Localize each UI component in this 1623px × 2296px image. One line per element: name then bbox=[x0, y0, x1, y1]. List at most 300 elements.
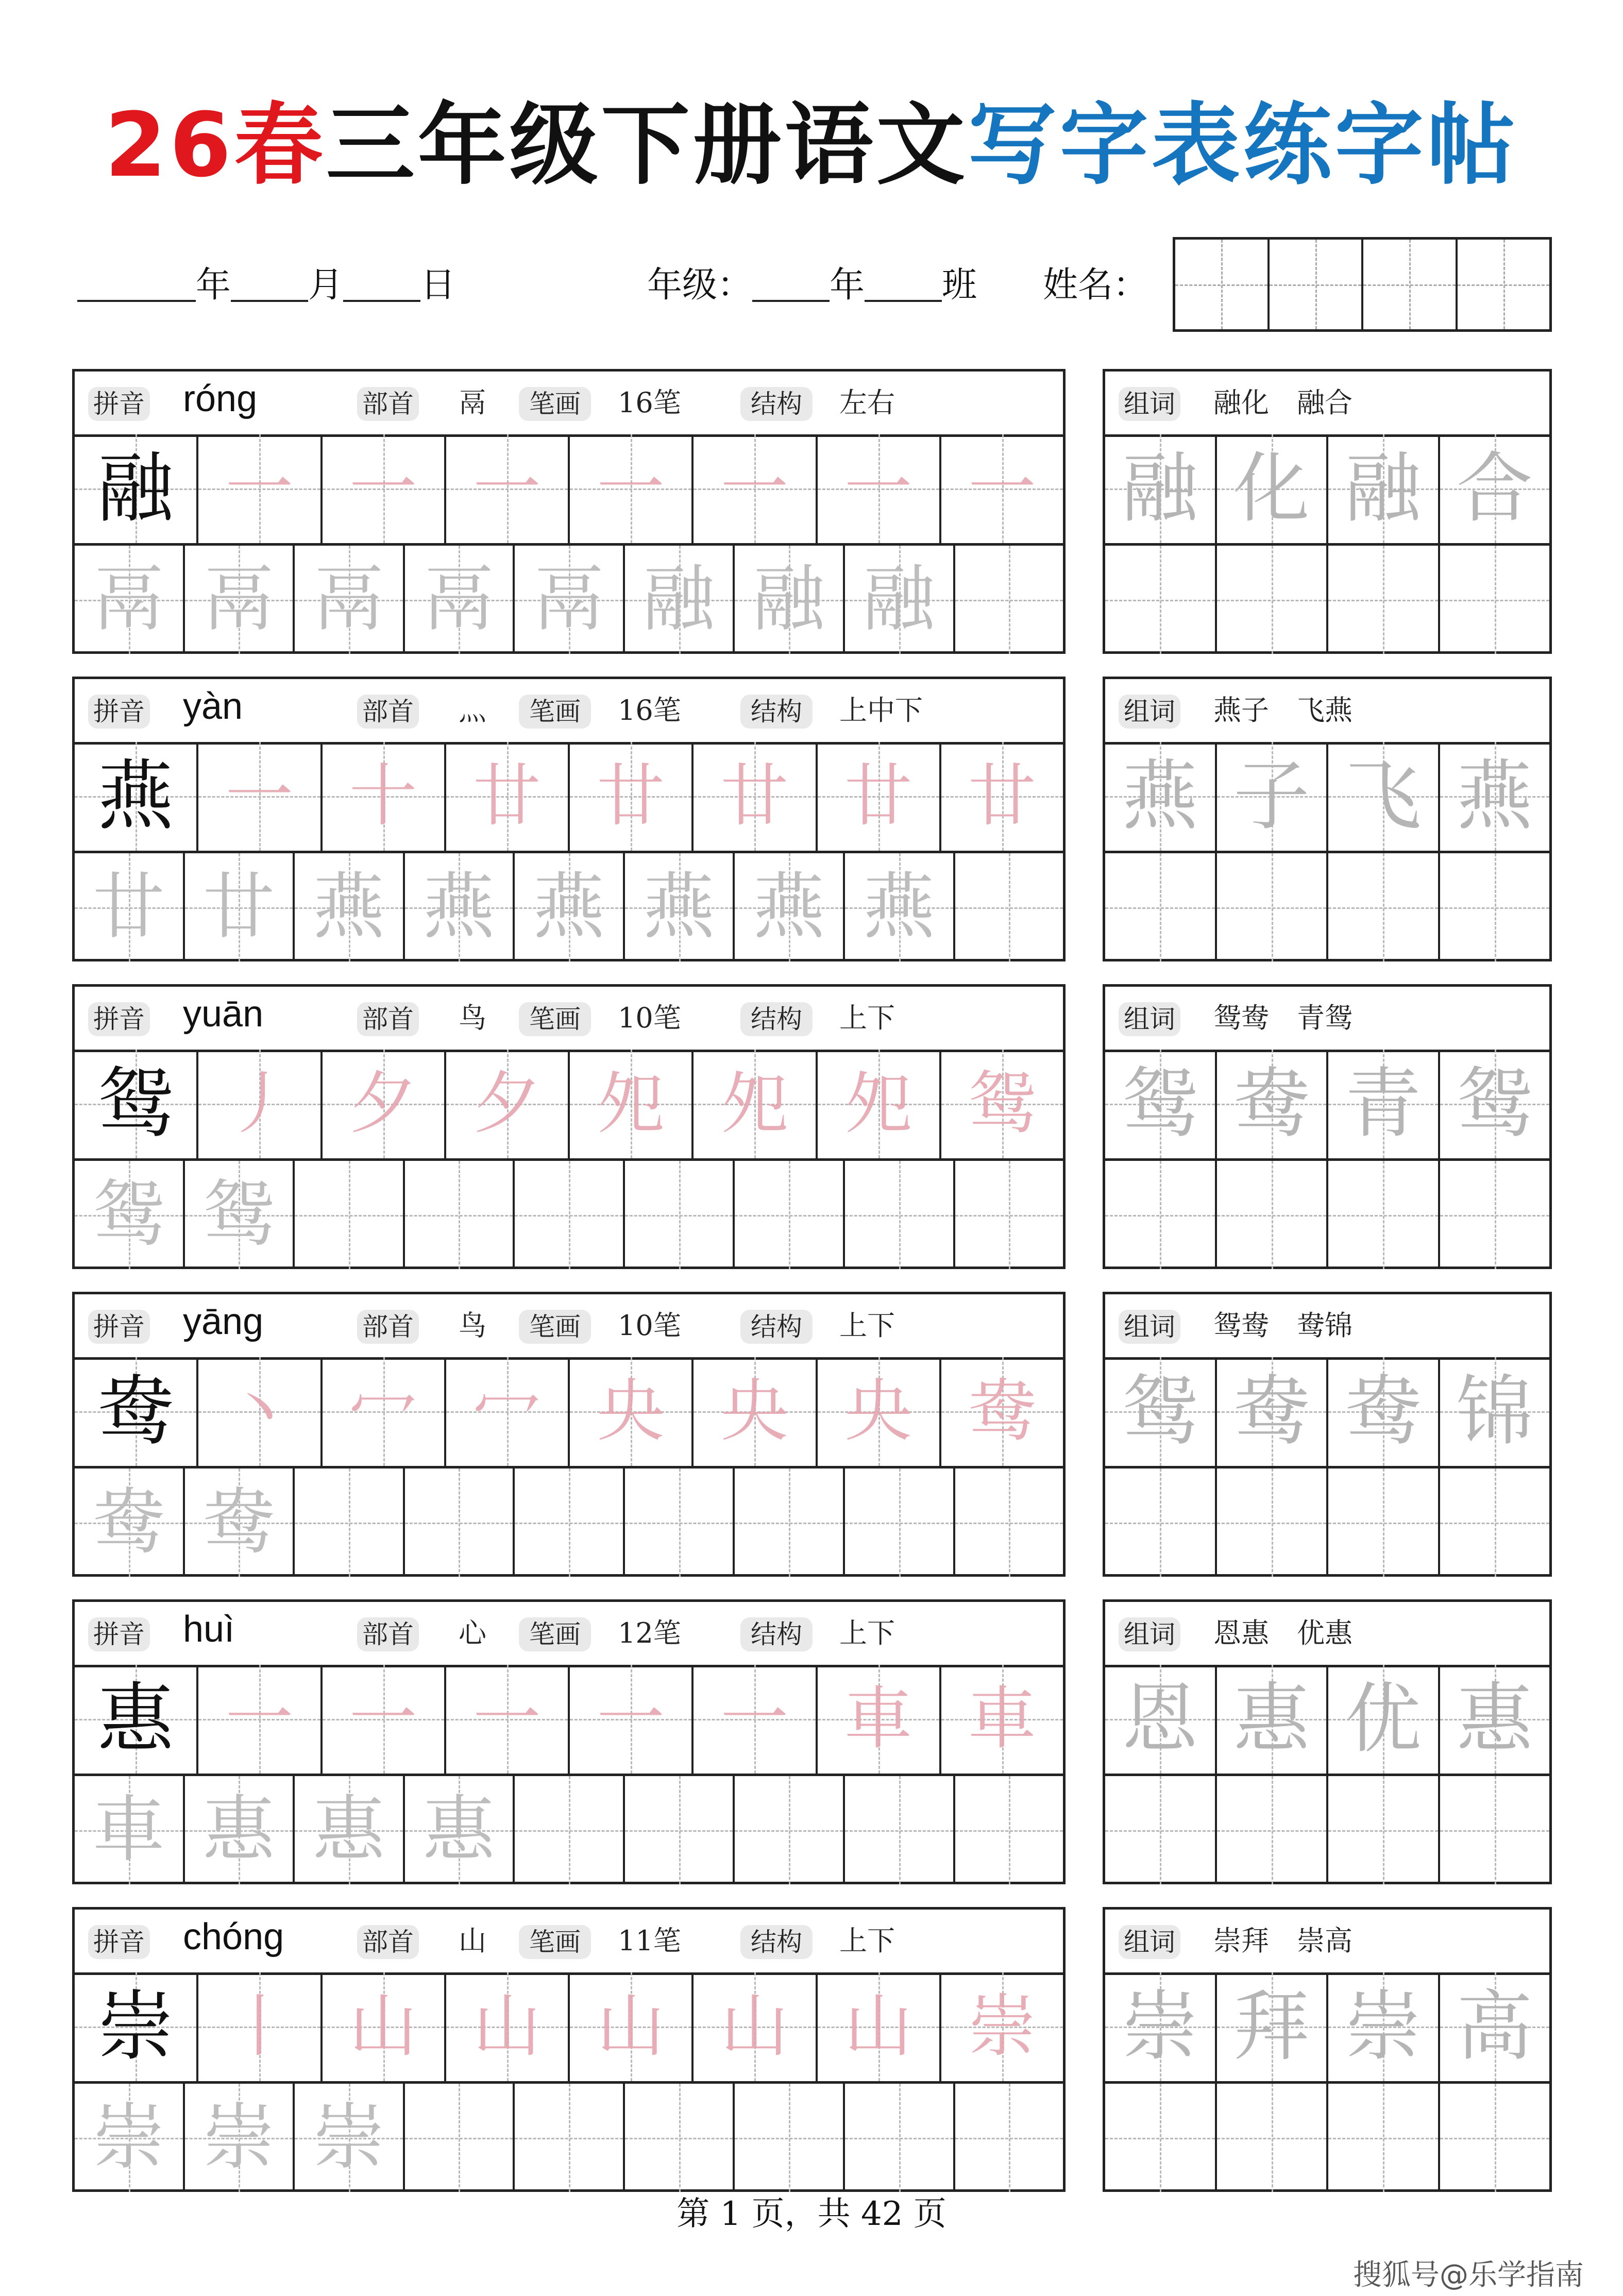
stroke-step-glyph: 夗 bbox=[597, 1064, 665, 1144]
tracing-cell[interactable] bbox=[75, 546, 183, 654]
tracing-cell[interactable] bbox=[403, 2084, 513, 2192]
word-blank-cell[interactable] bbox=[1215, 1161, 1327, 1270]
word-blank-cell[interactable] bbox=[1326, 2084, 1438, 2192]
tracing-cell[interactable] bbox=[75, 1468, 183, 1577]
stroke-step-glyph: 一 bbox=[349, 1679, 417, 1759]
stroke-step-glyph: 崇 bbox=[968, 1987, 1036, 2067]
stroke-step-cell[interactable] bbox=[568, 1050, 691, 1158]
tracing-row bbox=[75, 1158, 1063, 1270]
tracing-cell[interactable] bbox=[953, 1468, 1063, 1577]
word-blank-cell[interactable] bbox=[1105, 546, 1215, 654]
tracing-cell[interactable] bbox=[623, 853, 733, 962]
stroke-step-cell[interactable] bbox=[816, 1357, 939, 1466]
word-blank-cell[interactable] bbox=[1105, 1161, 1215, 1270]
stroke-step-cell[interactable] bbox=[939, 1665, 1063, 1774]
strokes-value: 12笔 bbox=[618, 1617, 681, 1649]
words-label: 组词 bbox=[1119, 387, 1180, 421]
stroke-step-glyph: 山 bbox=[844, 1987, 912, 2067]
stroke-step-cell[interactable] bbox=[816, 742, 939, 851]
word-blank-cell[interactable] bbox=[1215, 2084, 1327, 2192]
pinyin-label: 拼音 bbox=[88, 1002, 150, 1036]
year-suffix: 年 bbox=[196, 265, 231, 306]
word-glyph: 崇 bbox=[1122, 1982, 1198, 2071]
tracing-cell[interactable] bbox=[403, 1161, 513, 1270]
word-blank-cell[interactable] bbox=[1215, 546, 1327, 654]
month-suffix: 月 bbox=[308, 265, 344, 306]
structure-label: 结构 bbox=[740, 695, 813, 729]
tracing-cell[interactable] bbox=[403, 1776, 513, 1885]
words-value: 融化 融合 bbox=[1213, 386, 1352, 419]
word-trace-cell[interactable] bbox=[1438, 742, 1550, 851]
stroke-step-glyph: 央 bbox=[720, 1372, 789, 1451]
tracing-cell[interactable] bbox=[513, 2084, 623, 2192]
radical-label: 部首 bbox=[357, 1002, 419, 1036]
word-trace-cell[interactable] bbox=[1215, 742, 1327, 851]
stroke-step-glyph: 一 bbox=[720, 449, 789, 529]
structure-value: 上中下 bbox=[839, 694, 923, 727]
stroke-step-glyph: 一 bbox=[472, 1679, 541, 1759]
word-trace-cell[interactable] bbox=[1326, 1972, 1438, 2081]
stroke-step-glyph: 廿 bbox=[720, 756, 789, 836]
tracing-glyph: 鬲 bbox=[202, 557, 275, 641]
stroke-step-cell[interactable] bbox=[320, 1665, 444, 1774]
tracing-cell[interactable] bbox=[513, 853, 623, 962]
tracing-glyph: 鬲 bbox=[92, 557, 165, 641]
word-glyph: 燕 bbox=[1122, 752, 1198, 841]
tracing-cell[interactable] bbox=[953, 853, 1063, 962]
tracing-cell[interactable] bbox=[183, 2084, 293, 2192]
tracing-glyph: 燕 bbox=[533, 865, 605, 949]
stroke-step-cell[interactable] bbox=[939, 434, 1063, 543]
tracing-row bbox=[75, 543, 1063, 654]
structure-label: 结构 bbox=[740, 1617, 813, 1651]
strokes-value: 16笔 bbox=[618, 386, 681, 419]
stroke-step-glyph: 一 bbox=[597, 449, 665, 529]
tracing-cell[interactable] bbox=[75, 2084, 183, 2192]
main-character: 融 bbox=[97, 444, 174, 533]
pinyin-value: yàn bbox=[183, 686, 243, 727]
word-glyph: 鸳 bbox=[1122, 1059, 1198, 1149]
stroke-step-cell[interactable] bbox=[568, 1665, 691, 1774]
word-blank-cell[interactable] bbox=[1438, 1776, 1550, 1885]
tracing-glyph: 燕 bbox=[753, 865, 825, 949]
tracing-cell[interactable] bbox=[843, 1468, 953, 1577]
word-trace-cell[interactable] bbox=[1326, 1050, 1438, 1158]
radical-value: 鸟 bbox=[459, 1002, 486, 1034]
stroke-step-glyph: 一 bbox=[720, 1679, 789, 1759]
stroke-step-glyph: 一 bbox=[225, 449, 294, 529]
stroke-step-glyph: 一 bbox=[349, 449, 417, 529]
tracing-cell[interactable] bbox=[513, 1468, 623, 1577]
word-panel bbox=[1103, 677, 1552, 961]
word-blank-cell[interactable] bbox=[1215, 1468, 1327, 1577]
word-blank-cell[interactable] bbox=[1438, 853, 1550, 962]
stroke-step-glyph: 冖 bbox=[472, 1372, 541, 1451]
word-trace-cell[interactable] bbox=[1215, 1357, 1327, 1466]
character-practice-panel bbox=[72, 677, 1066, 961]
tracing-cell[interactable] bbox=[623, 1161, 733, 1270]
tracing-glyph: 惠 bbox=[312, 1787, 385, 1872]
stroke-step-glyph: 鸳 bbox=[968, 1064, 1036, 1144]
stroke-step-cell[interactable] bbox=[320, 1050, 444, 1158]
word-trace-cell[interactable] bbox=[1326, 742, 1438, 851]
main-character: 崇 bbox=[97, 1982, 174, 2071]
stroke-step-cell[interactable] bbox=[939, 1972, 1063, 2081]
stroke-step-glyph: 車 bbox=[844, 1679, 912, 1759]
strokes-label: 笔画 bbox=[519, 1002, 591, 1036]
name-cell[interactable] bbox=[1361, 240, 1456, 329]
tracing-glyph: 燕 bbox=[312, 865, 385, 949]
word-glyph: 鸯 bbox=[1233, 1059, 1310, 1149]
word-trace-cell[interactable] bbox=[1105, 1050, 1215, 1158]
stroke-step-cell[interactable] bbox=[816, 1972, 939, 2081]
word-trace-cell[interactable] bbox=[1215, 434, 1327, 543]
word-trace-cell[interactable] bbox=[1105, 742, 1215, 851]
tracing-glyph: 鸳 bbox=[202, 1172, 275, 1257]
word-glyph: 燕 bbox=[1456, 752, 1533, 841]
structure-value: 上下 bbox=[839, 1617, 895, 1649]
stroke-step-cell[interactable] bbox=[816, 1050, 939, 1158]
stroke-step-glyph: 夕 bbox=[349, 1064, 417, 1144]
tracing-cell[interactable] bbox=[953, 1161, 1063, 1270]
pinyin-value: róng bbox=[183, 378, 258, 419]
stroke-step-cell[interactable] bbox=[444, 1665, 568, 1774]
main-character-cell bbox=[75, 434, 196, 543]
tracing-cell[interactable] bbox=[843, 1776, 953, 1885]
month-blank[interactable] bbox=[231, 300, 308, 302]
character-info-header bbox=[75, 1602, 1063, 1667]
tracing-cell[interactable] bbox=[953, 1776, 1063, 1885]
stroke-step-glyph: 一 bbox=[844, 449, 912, 529]
tracing-cell[interactable] bbox=[513, 1776, 623, 1885]
stroke-step-glyph: 鸯 bbox=[968, 1372, 1036, 1451]
word-blank-cell[interactable] bbox=[1438, 1161, 1550, 1270]
word-trace-cell[interactable] bbox=[1438, 1972, 1550, 2081]
stroke-step-glyph: 夕 bbox=[472, 1064, 541, 1144]
tracing-cell[interactable] bbox=[183, 1468, 293, 1577]
word-trace-cell[interactable] bbox=[1105, 434, 1215, 543]
stroke-step-cell[interactable] bbox=[444, 742, 568, 851]
word-panel bbox=[1103, 984, 1552, 1269]
word-glyph: 鸯 bbox=[1233, 1367, 1310, 1456]
stroke-step-cell[interactable] bbox=[691, 1357, 815, 1466]
day-suffix: 日 bbox=[420, 265, 456, 306]
stroke-step-cell[interactable] bbox=[691, 1665, 815, 1774]
tracing-glyph: 鬲 bbox=[422, 557, 495, 641]
tracing-cell[interactable] bbox=[733, 1161, 843, 1270]
tracing-cell[interactable] bbox=[293, 2084, 403, 2192]
stroke-step-cell[interactable] bbox=[568, 742, 691, 851]
tracing-cell[interactable] bbox=[75, 1161, 183, 1270]
word-trace-row bbox=[1105, 1357, 1549, 1466]
stroke-step-cell[interactable] bbox=[196, 1972, 320, 2081]
tracing-cell[interactable] bbox=[623, 1776, 733, 1885]
grade-line bbox=[647, 265, 977, 306]
word-glyph: 融 bbox=[1122, 444, 1198, 533]
tracing-cell[interactable] bbox=[623, 1468, 733, 1577]
tracing-cell[interactable] bbox=[843, 546, 953, 654]
day-blank[interactable] bbox=[343, 300, 420, 302]
tracing-cell[interactable] bbox=[293, 546, 403, 654]
structure-label: 结构 bbox=[740, 387, 813, 421]
name-writing-box[interactable] bbox=[1173, 237, 1552, 332]
word-glyph: 鸳 bbox=[1122, 1367, 1198, 1456]
strokes-value: 10笔 bbox=[618, 1309, 681, 1342]
tracing-cell[interactable] bbox=[733, 2084, 843, 2192]
tracing-glyph: 鸳 bbox=[92, 1172, 165, 1257]
word-trace-row bbox=[1105, 1972, 1549, 2081]
stroke-step-glyph: 山 bbox=[472, 1987, 541, 2067]
stroke-step-glyph: 冖 bbox=[349, 1372, 417, 1451]
word-blank-cell[interactable] bbox=[1105, 853, 1215, 962]
word-trace-cell[interactable] bbox=[1215, 1665, 1327, 1774]
tracing-cell[interactable] bbox=[733, 1776, 843, 1885]
tracing-cell[interactable] bbox=[75, 853, 183, 962]
tracing-glyph: 廿 bbox=[92, 865, 165, 949]
character-info-header bbox=[75, 1910, 1063, 1975]
tracing-cell[interactable] bbox=[293, 853, 403, 962]
word-trace-cell[interactable] bbox=[1326, 1665, 1438, 1774]
words-value: 燕子 飞燕 bbox=[1213, 694, 1352, 727]
name-cell[interactable] bbox=[1267, 240, 1362, 329]
character-practice-panel bbox=[72, 1292, 1066, 1577]
stroke-step-cell[interactable] bbox=[816, 434, 939, 543]
tracing-glyph: 廿 bbox=[202, 865, 275, 949]
radical-value: 鬲 bbox=[459, 386, 486, 419]
title-part-black: 三年级下册语文 bbox=[326, 93, 968, 197]
tracing-cell[interactable] bbox=[293, 1776, 403, 1885]
word-blank-cell[interactable] bbox=[1215, 853, 1327, 962]
tracing-cell[interactable] bbox=[293, 1161, 403, 1270]
tracing-cell[interactable] bbox=[513, 1161, 623, 1270]
tracing-cell[interactable] bbox=[513, 546, 623, 654]
tracing-cell[interactable] bbox=[75, 1776, 183, 1885]
main-character-cell bbox=[75, 1357, 196, 1466]
strokes-label: 笔画 bbox=[519, 1617, 591, 1651]
word-blank-cell[interactable] bbox=[1326, 853, 1438, 962]
word-blank-row bbox=[1105, 851, 1549, 962]
word-glyph: 拜 bbox=[1233, 1982, 1310, 2071]
title-part-red: 26春 bbox=[105, 93, 326, 197]
strokes-label: 笔画 bbox=[519, 695, 591, 729]
words-label: 组词 bbox=[1119, 1925, 1180, 1959]
stroke-step-cell[interactable] bbox=[320, 742, 444, 851]
tracing-cell[interactable] bbox=[733, 546, 843, 654]
word-blank-cell[interactable] bbox=[1438, 2084, 1550, 2192]
stroke-step-cell[interactable] bbox=[320, 1357, 444, 1466]
word-glyph: 融 bbox=[1345, 444, 1422, 533]
word-trace-cell[interactable] bbox=[1105, 1357, 1215, 1466]
word-trace-row bbox=[1105, 742, 1549, 851]
grade-blank[interactable] bbox=[752, 300, 830, 302]
stroke-order-row bbox=[75, 1050, 1063, 1158]
stroke-step-cell[interactable] bbox=[691, 434, 815, 543]
word-blank-cell[interactable] bbox=[1215, 1776, 1327, 1885]
word-glyph: 鸯 bbox=[1345, 1367, 1422, 1456]
tracing-cell[interactable] bbox=[843, 1161, 953, 1270]
stroke-step-cell[interactable] bbox=[939, 742, 1063, 851]
stroke-step-glyph: 十 bbox=[349, 756, 417, 836]
word-blank-cell[interactable] bbox=[1326, 1776, 1438, 1885]
word-trace-cell[interactable] bbox=[1105, 1972, 1215, 2081]
word-trace-cell[interactable] bbox=[1438, 1050, 1550, 1158]
main-character: 燕 bbox=[97, 752, 174, 841]
tracing-cell[interactable] bbox=[733, 1468, 843, 1577]
stroke-step-cell[interactable] bbox=[568, 434, 691, 543]
stroke-step-cell[interactable] bbox=[196, 1665, 320, 1774]
tracing-cell[interactable] bbox=[183, 1776, 293, 1885]
stroke-step-cell[interactable] bbox=[444, 1357, 568, 1466]
strokes-label: 笔画 bbox=[519, 1310, 591, 1344]
structure-value: 上下 bbox=[839, 1924, 895, 1957]
stroke-step-cell[interactable] bbox=[444, 434, 568, 543]
strokes-value: 10笔 bbox=[618, 1002, 681, 1034]
watermark: 搜狐号@乐学指南 bbox=[1353, 2258, 1584, 2292]
stroke-step-cell[interactable] bbox=[816, 1665, 939, 1774]
name-line bbox=[1043, 265, 1148, 306]
stroke-step-cell[interactable] bbox=[444, 1050, 568, 1158]
word-trace-cell[interactable] bbox=[1326, 1357, 1438, 1466]
word-trace-cell[interactable] bbox=[1326, 434, 1438, 543]
tracing-cell[interactable] bbox=[183, 1161, 293, 1270]
tracing-cell[interactable] bbox=[733, 853, 843, 962]
tracing-cell[interactable] bbox=[403, 546, 513, 654]
word-header bbox=[1105, 987, 1549, 1052]
character-info-header bbox=[75, 372, 1063, 437]
stroke-step-glyph: 丿 bbox=[225, 1064, 294, 1144]
stroke-step-cell[interactable] bbox=[691, 1050, 815, 1158]
word-glyph: 恩 bbox=[1122, 1675, 1198, 1764]
words-label: 组词 bbox=[1119, 1617, 1180, 1651]
words-value: 恩惠 优惠 bbox=[1213, 1617, 1352, 1649]
tracing-cell[interactable] bbox=[403, 853, 513, 962]
character-practice-panel bbox=[72, 984, 1066, 1269]
tracing-glyph: 惠 bbox=[202, 1787, 275, 1872]
structure-value: 上下 bbox=[839, 1002, 895, 1034]
stroke-step-cell[interactable] bbox=[196, 742, 320, 851]
stroke-step-cell[interactable] bbox=[444, 1972, 568, 2081]
character-practice-panel bbox=[72, 1907, 1066, 2192]
tracing-cell[interactable] bbox=[183, 853, 293, 962]
tracing-glyph: 融 bbox=[643, 557, 715, 641]
word-blank-cell[interactable] bbox=[1438, 546, 1550, 654]
radical-label: 部首 bbox=[357, 387, 419, 421]
stroke-step-glyph: 一 bbox=[597, 1679, 665, 1759]
structure-label: 结构 bbox=[740, 1925, 813, 1959]
word-trace-cell[interactable] bbox=[1105, 1665, 1215, 1774]
strokes-value: 16笔 bbox=[618, 694, 681, 727]
stroke-step-cell[interactable] bbox=[568, 1972, 691, 2081]
tracing-cell[interactable] bbox=[953, 546, 1063, 654]
word-trace-cell[interactable] bbox=[1438, 434, 1550, 543]
stroke-step-cell[interactable] bbox=[196, 1050, 320, 1158]
tracing-glyph: 鬲 bbox=[533, 557, 605, 641]
words-label: 组词 bbox=[1119, 695, 1180, 729]
name-label: 姓名： bbox=[1043, 265, 1148, 306]
main-character-cell bbox=[75, 1050, 196, 1158]
stroke-step-glyph: 廿 bbox=[597, 756, 665, 836]
tracing-glyph: 融 bbox=[863, 557, 935, 641]
structure-value: 左右 bbox=[839, 386, 895, 419]
stroke-step-glyph: 丶 bbox=[225, 1372, 294, 1451]
tracing-cell[interactable] bbox=[293, 1468, 403, 1577]
tracing-glyph: 崇 bbox=[202, 2095, 275, 2180]
stroke-step-cell[interactable] bbox=[320, 1972, 444, 2081]
tracing-cell[interactable] bbox=[623, 2084, 733, 2192]
stroke-step-cell[interactable] bbox=[939, 1357, 1063, 1466]
word-blank-cell[interactable] bbox=[1326, 546, 1438, 654]
stroke-step-cell[interactable] bbox=[568, 1357, 691, 1466]
year-blank[interactable] bbox=[77, 300, 196, 302]
stroke-step-cell[interactable] bbox=[939, 1050, 1063, 1158]
tracing-cell[interactable] bbox=[953, 2084, 1063, 2192]
class-suffix: 班 bbox=[942, 265, 977, 306]
stroke-step-glyph: 廿 bbox=[472, 756, 541, 836]
tracing-glyph: 鸯 bbox=[92, 1480, 165, 1564]
words-value: 鸳鸯 鸯锦 bbox=[1213, 1309, 1352, 1342]
strokes-label: 笔画 bbox=[519, 387, 591, 421]
character-practice-panel bbox=[72, 1599, 1066, 1884]
tracing-cell[interactable] bbox=[403, 1468, 513, 1577]
stroke-step-cell[interactable] bbox=[196, 434, 320, 543]
radical-value: 心 bbox=[459, 1617, 486, 1649]
pinyin-value: yuān bbox=[183, 993, 264, 1035]
word-header bbox=[1105, 1602, 1549, 1667]
tracing-row bbox=[75, 2081, 1063, 2192]
tracing-cell[interactable] bbox=[183, 546, 293, 654]
stroke-step-glyph: 夗 bbox=[720, 1064, 789, 1144]
structure-value: 上下 bbox=[839, 1309, 895, 1342]
pinyin-value: yāng bbox=[183, 1301, 264, 1342]
stroke-step-cell[interactable] bbox=[320, 434, 444, 543]
word-trace-cell[interactable] bbox=[1438, 1357, 1550, 1466]
radical-value: 灬 bbox=[459, 694, 486, 727]
pinyin-value: chóng bbox=[183, 1916, 284, 1957]
tracing-cell[interactable] bbox=[623, 546, 733, 654]
tracing-glyph: 鸯 bbox=[202, 1480, 275, 1564]
main-character-cell bbox=[75, 1972, 196, 2081]
word-blank-row bbox=[1105, 1774, 1549, 1885]
strokes-value: 11笔 bbox=[618, 1924, 681, 1957]
word-blank-cell[interactable] bbox=[1105, 1776, 1215, 1885]
main-character-cell bbox=[75, 742, 196, 851]
word-trace-cell[interactable] bbox=[1438, 1665, 1550, 1774]
class-blank[interactable] bbox=[865, 300, 942, 302]
stroke-step-cell[interactable] bbox=[691, 742, 815, 851]
word-blank-cell[interactable] bbox=[1326, 1161, 1438, 1270]
tracing-cell[interactable] bbox=[843, 853, 953, 962]
radical-label: 部首 bbox=[357, 1310, 419, 1344]
words-label: 组词 bbox=[1119, 1310, 1180, 1344]
stroke-step-cell[interactable] bbox=[691, 1972, 815, 2081]
word-trace-cell[interactable] bbox=[1215, 1972, 1327, 2081]
character-info-header bbox=[75, 679, 1063, 745]
word-blank-cell[interactable] bbox=[1326, 1468, 1438, 1577]
word-blank-cell[interactable] bbox=[1105, 2084, 1215, 2192]
date-line bbox=[77, 265, 456, 306]
stroke-step-cell[interactable] bbox=[196, 1357, 320, 1466]
main-character: 鸳 bbox=[97, 1059, 174, 1149]
tracing-cell[interactable] bbox=[843, 2084, 953, 2192]
word-trace-cell[interactable] bbox=[1215, 1050, 1327, 1158]
word-panel bbox=[1103, 1907, 1552, 2192]
stroke-order-row bbox=[75, 434, 1063, 543]
word-blank-cell[interactable] bbox=[1438, 1468, 1550, 1577]
name-cell[interactable] bbox=[1175, 240, 1267, 329]
word-glyph: 合 bbox=[1456, 444, 1533, 533]
word-blank-cell[interactable] bbox=[1105, 1468, 1215, 1577]
name-cell[interactable] bbox=[1456, 240, 1550, 329]
